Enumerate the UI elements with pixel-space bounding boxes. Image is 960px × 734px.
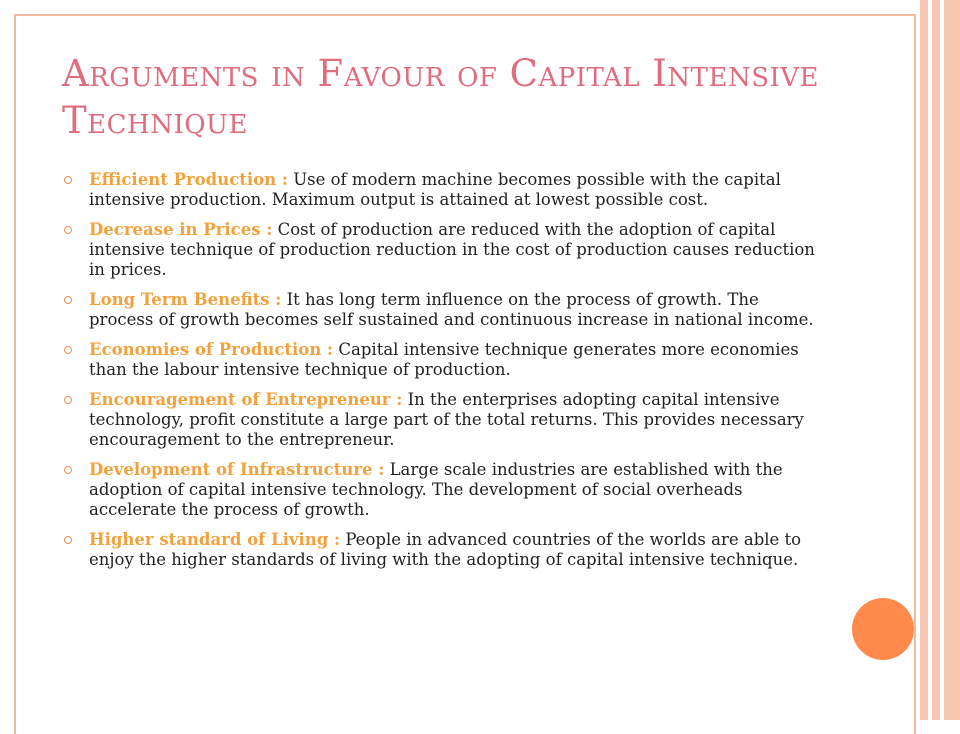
accent-circle [852, 598, 914, 660]
bullet-heading: Higher standard of Living : [89, 530, 341, 549]
bullet-heading: Decrease in Prices : [89, 220, 273, 239]
bullet-item [62, 220, 822, 280]
bullet-text: Capital intensive technique generates more economies than the labour intensive technique of production. [89, 340, 799, 379]
bullet-list [62, 170, 822, 580]
bullet-text: In the enterprises adopting capital intensive technology, profit constitute a large part of the total returns. This provides necessary encouragement to the entrepreneur. [89, 390, 804, 449]
bullet-icon [64, 296, 72, 304]
bullet-item [62, 290, 822, 330]
bullet-item [62, 460, 822, 520]
bullet-heading: Efficient Production : [89, 170, 288, 189]
bullet-icon [64, 346, 72, 354]
bullet-heading: Development of Infrastructure : [89, 460, 385, 479]
bullet-text: It has long term influence on the process of growth. The process of growth becomes self sustained and continuous increase in national income. [89, 290, 814, 329]
bullet-text: Cost of production are reduced with the adoption of capital intensive technique of production reduction in the cost of production causes reduction in prices. [89, 220, 815, 279]
bullet-text: People in advanced countries of the worlds are able to enjoy the higher standards of living with the adopting of capital intensive technique. [89, 530, 802, 569]
bullet-text: Large scale industries are established with the adoption of capital intensive technology. The development of social overheads accelerate the process of growth. [89, 460, 783, 519]
bullet-item [62, 340, 822, 380]
bullet-heading: Long Term Benefits : [89, 290, 282, 309]
side-stripes [920, 0, 960, 720]
bullet-item [62, 170, 822, 210]
bullet-item [62, 530, 822, 570]
slide-title: Arguments in Favour of Capital Intensive Technique [62, 52, 820, 142]
bullet-icon [64, 536, 72, 544]
bullet-heading: Encouragement of Entrepreneur : [89, 390, 403, 409]
bullet-heading: Economies of Production : [89, 340, 334, 359]
bullet-icon [64, 466, 72, 474]
bullet-icon [64, 396, 72, 404]
bullet-item [62, 390, 822, 450]
bullet-icon [64, 226, 72, 234]
bullet-text: Use of modern machine becomes possible with the capital intensive production. Maximum output is attained at lowest possible cost. [89, 170, 781, 209]
bullet-icon [64, 176, 72, 184]
